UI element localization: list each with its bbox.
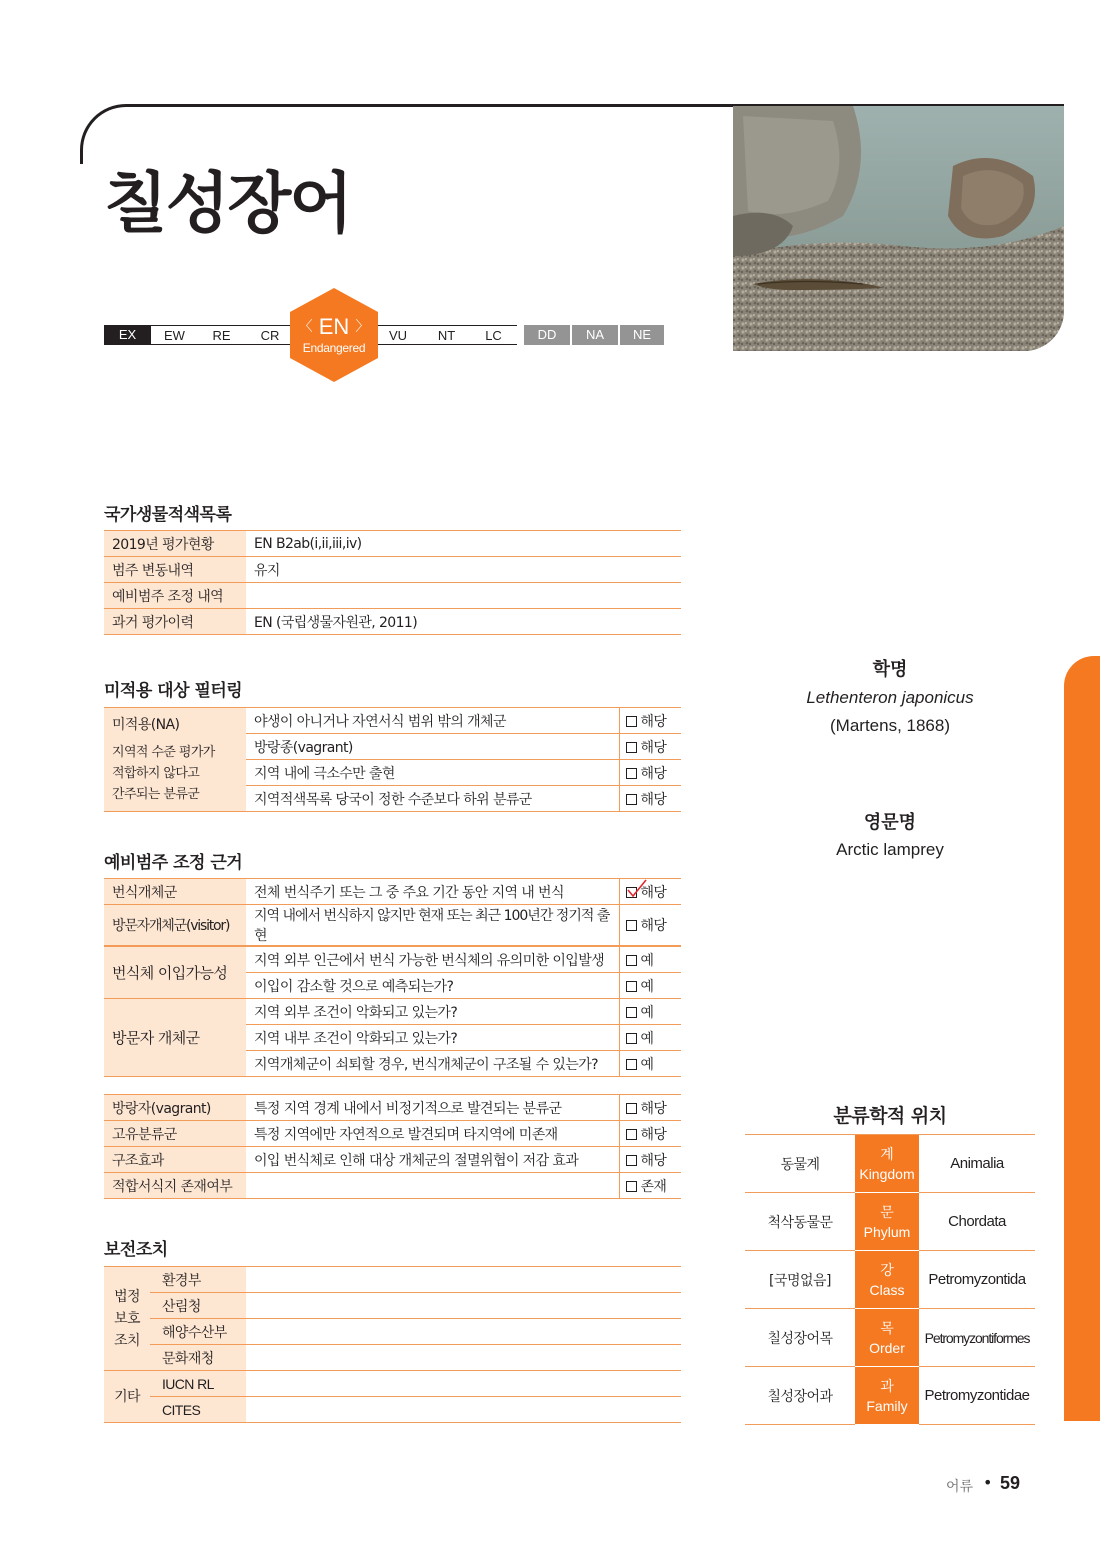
endemic-checkbox[interactable] <box>619 1121 681 1147</box>
category-na: NA <box>572 325 618 345</box>
category-cr: CR <box>245 325 295 345</box>
yes-checkbox[interactable] <box>619 1051 681 1077</box>
row-value: EN (국립생물자원관, 2011) <box>246 609 681 635</box>
immigration-label: 번식체 이입가능성 <box>104 947 246 999</box>
rank-english: Class <box>869 1281 905 1298</box>
row-text: 지역 내에서 번식하지 않지만 현재 또는 최근 100년간 정기적 출현 <box>246 905 619 946</box>
agency-value <box>246 1267 681 1293</box>
filtering-label-desc-line: 지역적 수준 평가가 <box>112 745 215 760</box>
row-label: 고유분류군 <box>104 1121 246 1147</box>
taxon-korean: 칠성장어과 <box>745 1367 855 1425</box>
conservation-table <box>104 1266 681 1423</box>
checkbox-label: 해당 <box>640 739 667 756</box>
checkbox-label: 존재 <box>640 1178 667 1195</box>
taxon-latin: Petromyzontida <box>919 1251 1035 1309</box>
checkmark-icon <box>626 879 648 899</box>
table-row <box>104 879 681 905</box>
row-value: EN B2ab(i,ii,iii,iv) <box>246 531 681 557</box>
rank-korean: 강 <box>880 1261 894 1278</box>
category-re: RE <box>198 325 245 345</box>
agency-label: 산림청 <box>150 1293 246 1319</box>
agency-value <box>246 1293 681 1319</box>
table-row <box>745 1309 1035 1367</box>
category-lc: LC <box>470 325 517 345</box>
row-label: 적합서식지 존재여부 <box>104 1173 246 1199</box>
species-title: 칠성장어 <box>104 165 352 242</box>
checkbox-icon <box>626 1033 637 1044</box>
checkbox-icon <box>626 887 637 898</box>
visitor-population-label: 방문자 개체군 <box>104 999 246 1077</box>
checkbox-icon <box>626 1129 637 1140</box>
agency-value <box>246 1319 681 1345</box>
table-row <box>104 999 681 1025</box>
taxonomy-table <box>745 1134 1035 1425</box>
current-category-code <box>290 314 378 340</box>
table-row <box>104 1173 681 1199</box>
other-group: 기타 <box>104 1371 150 1423</box>
yes-checkbox[interactable] <box>619 947 681 973</box>
filtering-criterion: 지역 내에 극소수만 출현 <box>246 760 619 786</box>
taxon-korean: 칠성장어목 <box>745 1309 855 1367</box>
legal-group-line: 조치 <box>114 1332 140 1349</box>
visitor-checkbox[interactable] <box>619 905 681 946</box>
scientific-name-heading: 학명 <box>872 659 908 680</box>
scientific-name-author: (Martens, 1868) <box>830 716 950 735</box>
row-text: 지역 외부 인근에서 번식 가능한 번식체의 유의미한 이입발생 <box>246 947 619 973</box>
rank-korean: 문 <box>880 1203 894 1220</box>
row-text: 지역개체군이 쇠퇴할 경우, 번식개체군이 구조될 수 있는가? <box>246 1051 619 1077</box>
row-text <box>246 1173 619 1199</box>
taxon-rank <box>855 1135 919 1193</box>
filtering-checkbox[interactable] <box>619 708 681 734</box>
category-ew: EW <box>151 325 198 345</box>
row-text: 지역 내부 조건이 악화되고 있는가? <box>246 1025 619 1051</box>
agency-label: 해양수산부 <box>150 1319 246 1345</box>
rank-english: Phylum <box>863 1223 911 1240</box>
table-row <box>104 531 681 557</box>
checkbox-label: 해당 <box>640 791 667 808</box>
species-photo <box>733 106 1064 351</box>
filtering-table <box>104 707 681 812</box>
category-vu: VU <box>373 325 423 345</box>
taxon-rank <box>855 1309 919 1367</box>
footer-separator: • <box>983 1473 993 1492</box>
row-text: 특정 지역에만 자연적으로 발견되며 타지역에 미존재 <box>246 1121 619 1147</box>
rank-english: Family <box>866 1397 908 1414</box>
table-row <box>104 905 681 946</box>
checkbox-icon <box>626 1007 637 1018</box>
taxonomy-heading: 분류학적 위치 <box>833 1105 947 1127</box>
checkbox-label: 예 <box>640 1056 654 1073</box>
row-text: 이입이 감소할 것으로 예측되는가? <box>246 973 619 999</box>
table-row <box>745 1251 1035 1309</box>
row-value <box>246 583 681 609</box>
checkbox-icon <box>626 1155 637 1166</box>
rank-korean: 계 <box>880 1145 894 1162</box>
agency-label: 문화재청 <box>150 1345 246 1371</box>
table-row <box>104 1095 681 1121</box>
checkbox-label: 해당 <box>640 1100 667 1117</box>
other-value <box>246 1397 681 1423</box>
current-category-name: Endangered <box>302 341 366 355</box>
agency-value <box>246 1345 681 1371</box>
taxon-rank <box>855 1251 919 1309</box>
adjust-table-2 <box>104 946 681 1077</box>
row-label: 2019년 평가현황 <box>104 531 246 557</box>
table-row <box>104 708 681 734</box>
row-value: 유지 <box>246 557 681 583</box>
checkbox-icon <box>626 1181 637 1192</box>
filtering-label-desc-line: 간주되는 분류군 <box>112 787 200 802</box>
rank-english: Kingdom <box>859 1165 915 1182</box>
checkbox-icon <box>626 920 637 931</box>
rank-korean: 목 <box>880 1319 894 1336</box>
row-label: 구조효과 <box>104 1147 246 1173</box>
footer-page-number: 59 <box>1000 1473 1021 1493</box>
table-row <box>104 1267 681 1293</box>
conservation-title: 보전조치 <box>104 1240 168 1260</box>
checkbox-label: 예 <box>640 978 654 995</box>
table-row <box>104 609 681 635</box>
table-row <box>104 583 681 609</box>
english-name-heading: 영문명 <box>863 812 917 833</box>
checkbox-label: 해당 <box>640 884 667 901</box>
checkbox-label: 해당 <box>640 713 667 730</box>
checkbox-icon <box>626 1103 637 1114</box>
row-label: 번식개체군 <box>104 879 246 905</box>
current-category-right-mark: 〉 <box>355 318 370 334</box>
yes-checkbox[interactable] <box>619 973 681 999</box>
table-row <box>104 1121 681 1147</box>
checkbox-label: 예 <box>640 1004 654 1021</box>
checkbox-icon <box>626 768 637 779</box>
filtering-label-desc <box>112 742 238 805</box>
taxon-latin: Chordata <box>919 1193 1035 1251</box>
checkbox-icon <box>626 742 637 753</box>
checkbox-label: 해당 <box>640 1126 667 1143</box>
category-ne: NE <box>620 325 664 345</box>
rescue-effect-checkbox[interactable] <box>619 1147 681 1173</box>
english-name: Arctic lamprey <box>836 840 944 859</box>
table-row <box>745 1193 1035 1251</box>
current-category-code-text: EN <box>318 314 350 339</box>
taxon-korean: 척삭동물문 <box>745 1193 855 1251</box>
footer-section-name: 어류 <box>946 1479 974 1495</box>
taxon-rank <box>855 1193 919 1251</box>
checkbox-label: 해당 <box>640 918 667 934</box>
habitat-checkbox[interactable] <box>619 1173 681 1199</box>
breeding-checkbox[interactable] <box>619 879 681 905</box>
filtering-label-title: 미적용(NA) <box>112 717 180 733</box>
checkbox-label: 해당 <box>640 1152 667 1169</box>
table-row <box>104 947 681 973</box>
category-nt: NT <box>423 325 470 345</box>
filtering-checkbox[interactable] <box>619 734 681 760</box>
filtering-criterion: 야생이 아니거나 자연서식 범위 밖의 개체군 <box>246 708 619 734</box>
filtering-criterion: 방랑종(vagrant) <box>246 734 619 760</box>
national-redlist-table <box>104 530 681 635</box>
checkbox-label: 예 <box>640 1030 654 1047</box>
taxon-korean: [국명없음] <box>745 1251 855 1309</box>
taxon-latin: Petromyzontiformes <box>919 1309 1035 1367</box>
yes-checkbox[interactable] <box>619 999 681 1025</box>
other-value <box>246 1371 681 1397</box>
filtering-label-desc-line: 적합하지 않다고 <box>112 766 200 781</box>
row-label: 과거 평가이력 <box>104 609 246 635</box>
filtering-label-cell <box>104 708 246 812</box>
checkbox-label: 해당 <box>640 765 667 782</box>
national-redlist-title: 국가생물적색목록 <box>104 505 232 525</box>
row-text: 이입 번식체로 인해 대상 개체군의 절멸위협이 저감 효과 <box>246 1147 619 1173</box>
table-row <box>104 1397 681 1423</box>
checkbox-icon <box>626 955 637 966</box>
filtering-criterion: 지역적색목록 당국이 정한 수준보다 하위 분류군 <box>246 786 619 812</box>
agency-label: 환경부 <box>150 1267 246 1293</box>
checkbox-icon <box>626 716 637 727</box>
taxon-rank <box>855 1367 919 1425</box>
table-row <box>104 1319 681 1345</box>
checkbox-icon <box>626 981 637 992</box>
row-label: 방문자개체군(visitor) <box>104 905 246 946</box>
taxon-korean: 동물계 <box>745 1135 855 1193</box>
scientific-name: Lethenteron japonicus <box>806 688 974 707</box>
rank-korean: 과 <box>880 1377 894 1394</box>
table-row <box>104 1371 681 1397</box>
table-row <box>104 557 681 583</box>
yes-checkbox[interactable] <box>619 1025 681 1051</box>
adjust-table-1 <box>104 878 681 946</box>
table-row <box>104 1345 681 1371</box>
row-text: 전체 번식주기 또는 그 중 주요 기간 동안 지역 내 번식 <box>246 879 619 905</box>
legal-protection-group <box>104 1267 150 1371</box>
category-dd: DD <box>524 325 570 345</box>
other-label: CITES <box>150 1397 246 1423</box>
table-row <box>104 1293 681 1319</box>
filtering-checkbox[interactable] <box>619 760 681 786</box>
row-text: 지역 외부 조건이 악화되고 있는가? <box>246 999 619 1025</box>
category-ex: EX <box>104 325 151 345</box>
row-label: 방랑자(vagrant) <box>104 1095 246 1121</box>
section-side-tab <box>1064 656 1100 1421</box>
checkbox-icon <box>626 1059 637 1070</box>
rank-english: Order <box>869 1339 905 1356</box>
row-label: 예비범주 조정 내역 <box>104 583 246 609</box>
checkbox-label: 예 <box>640 952 654 969</box>
taxon-latin: Animalia <box>919 1135 1035 1193</box>
table-row <box>104 1147 681 1173</box>
row-text: 특정 지역 경계 내에서 비정기적으로 발견되는 분류군 <box>246 1095 619 1121</box>
current-category-left-mark: 〈 <box>298 318 313 334</box>
legal-group-line: 법정 <box>114 1288 140 1305</box>
lamprey-photo-image <box>733 106 1064 351</box>
table-row <box>745 1367 1035 1425</box>
adjust-title: 예비범주 조정 근거 <box>104 853 243 873</box>
row-label: 범주 변동내역 <box>104 557 246 583</box>
checkbox-icon <box>626 794 637 805</box>
filtering-checkbox[interactable] <box>619 786 681 812</box>
legal-group-line: 보호 <box>114 1310 140 1327</box>
table-row <box>745 1135 1035 1193</box>
filtering-title: 미적용 대상 필터링 <box>104 681 243 701</box>
adjust-table-3 <box>104 1094 681 1199</box>
vagrant-checkbox[interactable] <box>619 1095 681 1121</box>
other-label: IUCN RL <box>150 1371 246 1397</box>
taxon-latin: Petromyzontidae <box>919 1367 1035 1425</box>
